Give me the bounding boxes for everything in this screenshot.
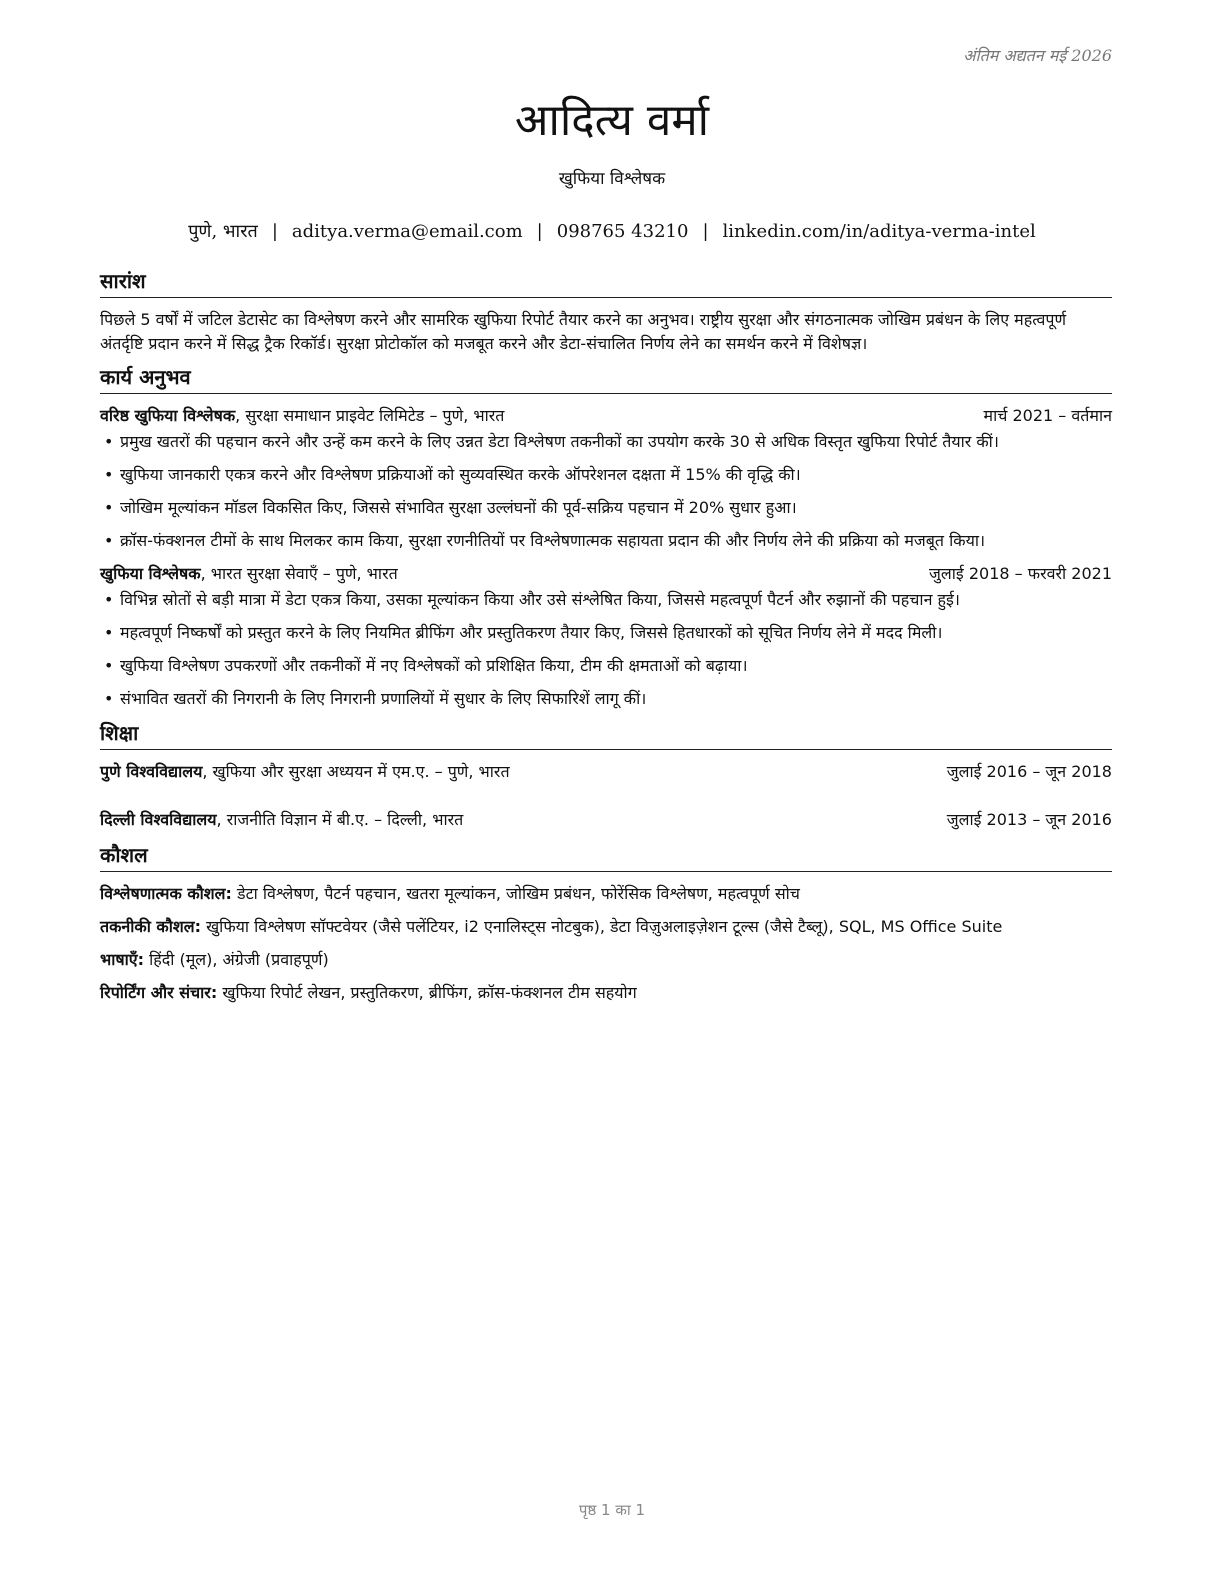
job-header <box>100 404 1112 428</box>
section-heading-skills: कौशल <box>100 842 1112 872</box>
education-entry <box>100 760 1112 784</box>
contact-email[interactable]: aditya.verma@email.com <box>291 221 523 242</box>
skill-label: विश्लेषणात्मक कौशल: <box>100 884 232 903</box>
resume-content <box>100 268 1112 1014</box>
candidate-name: आदित्य वर्मा <box>514 95 710 146</box>
skill-value: खुफिया रिपोर्ट लेखन, प्रस्तुतिकरण, ब्रीफिंग, क्रॉस-फंक्शनल टीम सहयोग <box>217 983 637 1002</box>
job-entry <box>100 404 1112 553</box>
job-bullet: • संभावित खतरों की निगरानी के लिए निगरानी प्रणालियों में सुधार के लिए सिफारिशें लागू कीं। <box>100 687 1112 711</box>
contact-phone[interactable]: 098765 43210 <box>556 221 689 242</box>
job-title: खुफिया विश्लेषक <box>100 564 201 583</box>
skill-value: डेटा विश्लेषण, पैटर्न पहचान, खतरा मूल्यांकन, जोखिम प्रबंधन, फोरेंसिक विश्लेषण, महत्वपूर्ण सोच <box>231 884 800 903</box>
summary-section <box>100 268 1112 356</box>
skill-value: हिंदी (मूल), अंग्रेजी (प्रवाहपूर्ण) <box>144 950 329 969</box>
education-school: पुणे विश्वविद्यालय <box>100 762 203 781</box>
job-dates: मार्च 2021 – वर्तमान <box>983 406 1112 425</box>
section-heading-education: शिक्षा <box>100 720 1112 750</box>
skill-row <box>100 915 1112 939</box>
job-bullet: • विभिन्न स्रोतों से बड़ी मात्रा में डेटा एकत्र किया, उसका मूल्यांकन किया और उसे संश्लेषित किया, जिससे महत्वपूर्ण पैटर्न और रुझानों की पहचान हुई। <box>100 588 1112 612</box>
education-detail: , खुफिया और सुरक्षा अध्ययन में एम.ए. – पुणे, भारत <box>202 762 510 781</box>
education-school: दिल्ली विश्वविद्यालय <box>100 810 217 829</box>
job-bullets <box>100 430 1112 553</box>
skills-section <box>100 842 1112 1005</box>
job-bullet: • खुफिया जानकारी एकत्र करने और विश्लेषण प्रक्रियाओं को सुव्यवस्थित करके ऑपरेशनल दक्षता में 15% की वृद्धि की। <box>100 463 1112 487</box>
skill-value: खुफिया विश्लेषण सॉफ्टवेयर (जैसे पलेंटियर, i2 एनालिस्ट्स नोटबुक), डेटा विज़ुअलाइज़ेशन टूल्स (जैसे टैब्लू), SQL, MS Office Suite <box>201 917 1003 936</box>
job-bullet: • क्रॉस-फंक्शनल टीमों के साथ मिलकर काम किया, सुरक्षा रणनीतियों पर विश्लेषणात्मक सहायता प्रदान की और निर्णय लेने की प्रक्रिया को मजबूत किया। <box>100 529 1112 553</box>
skill-label: रिपोर्टिंग और संचार: <box>100 983 218 1002</box>
contact-linkedin[interactable]: linkedin.com/in/aditya-verma-intel <box>722 221 1036 242</box>
education-entry <box>100 808 1112 832</box>
contact-line <box>0 219 1224 243</box>
education-section <box>100 720 1112 832</box>
contact-separator: | <box>536 221 543 242</box>
contact-separator: | <box>702 221 709 242</box>
skill-row <box>100 948 1112 972</box>
skill-label: तकनीकी कौशल: <box>100 917 201 936</box>
job-header <box>100 562 1112 586</box>
job-bullets <box>100 588 1112 711</box>
section-heading-experience: कार्य अनुभव <box>100 364 1112 394</box>
education-dates: जुलाई 2016 – जून 2018 <box>946 762 1112 781</box>
job-bullet: • प्रमुख खतरों की पहचान करने और उन्हें कम करने के लिए उन्नत डेटा विश्लेषण तकनीकों का उपयोग करके 30 से अधिक विस्तृत खुफिया रिपोर्ट तैयार कीं। <box>100 430 1112 454</box>
job-title: वरिष्ठ खुफिया विश्लेषक <box>100 406 236 425</box>
contact-location: पुणे, भारत <box>188 221 258 242</box>
education-title-line <box>100 760 510 784</box>
job-dates: जुलाई 2018 – फरवरी 2021 <box>929 564 1112 583</box>
education-title-line <box>100 808 463 832</box>
job-title-line <box>100 562 398 586</box>
job-bullet: • जोखिम मूल्यांकन मॉडल विकसित किए, जिससे संभावित सुरक्षा उल्लंघनों की पूर्व-सक्रिय पहचान में 20% सुधार हुआ। <box>100 496 1112 520</box>
skill-label: भाषाएँ: <box>100 950 145 969</box>
job-entry <box>100 562 1112 711</box>
job-bullet: • महत्वपूर्ण निष्कर्षों को प्रस्तुत करने के लिए नियमित ब्रीफिंग और प्रस्तुतिकरण तैयार किए, जिससे हितधारकों को सूचित निर्णय लेने में मदद मिली। <box>100 621 1112 645</box>
job-title-line <box>100 404 504 428</box>
contact-separator: | <box>271 221 278 242</box>
last-updated: अंतिम अद्यतन मई 2026 <box>963 46 1112 65</box>
job-bullet: • खुफिया विश्लेषण उपकरणों और तकनीकों में नए विश्लेषकों को प्रशिक्षित किया, टीम की क्षमताओं को बढ़ाया। <box>100 654 1112 678</box>
job-org: , भारत सुरक्षा सेवाएँ – पुणे, भारत <box>200 564 398 583</box>
summary-text: पिछले 5 वर्षों में जटिल डेटासेट का विश्लेषण करने और सामरिक खुफिया रिपोर्ट तैयार करने का अनुभव। राष्ट्रीय सुरक्षा और संगठनात्मक जोखिम प्रबंधन के लिए महत्वपूर्ण अंतर्दृष्टि प्रदान करने में सिद्ध ट्रैक रिकॉर्ड। सुरक्षा प्रोटोकॉल को मजबूत करने और डेटा-संचालित निर्णय लेने का समर्थन करने में विशेषज्ञ। <box>100 310 1067 353</box>
candidate-role: खुफिया विश्लेषक <box>558 169 666 189</box>
education-detail: , राजनीति विज्ञान में बी.ए. – दिल्ली, भारत <box>216 810 464 829</box>
section-heading-summary: सारांश <box>100 268 1112 298</box>
skill-row <box>100 981 1112 1005</box>
skill-row <box>100 882 1112 906</box>
page-number: पृष्ठ 1 का 1 <box>578 1501 646 1519</box>
job-org: , सुरक्षा समाधान प्राइवेट लिमिटेड – पुणे, भारत <box>235 406 505 425</box>
experience-section <box>100 364 1112 711</box>
education-dates: जुलाई 2013 – जून 2016 <box>946 810 1112 829</box>
